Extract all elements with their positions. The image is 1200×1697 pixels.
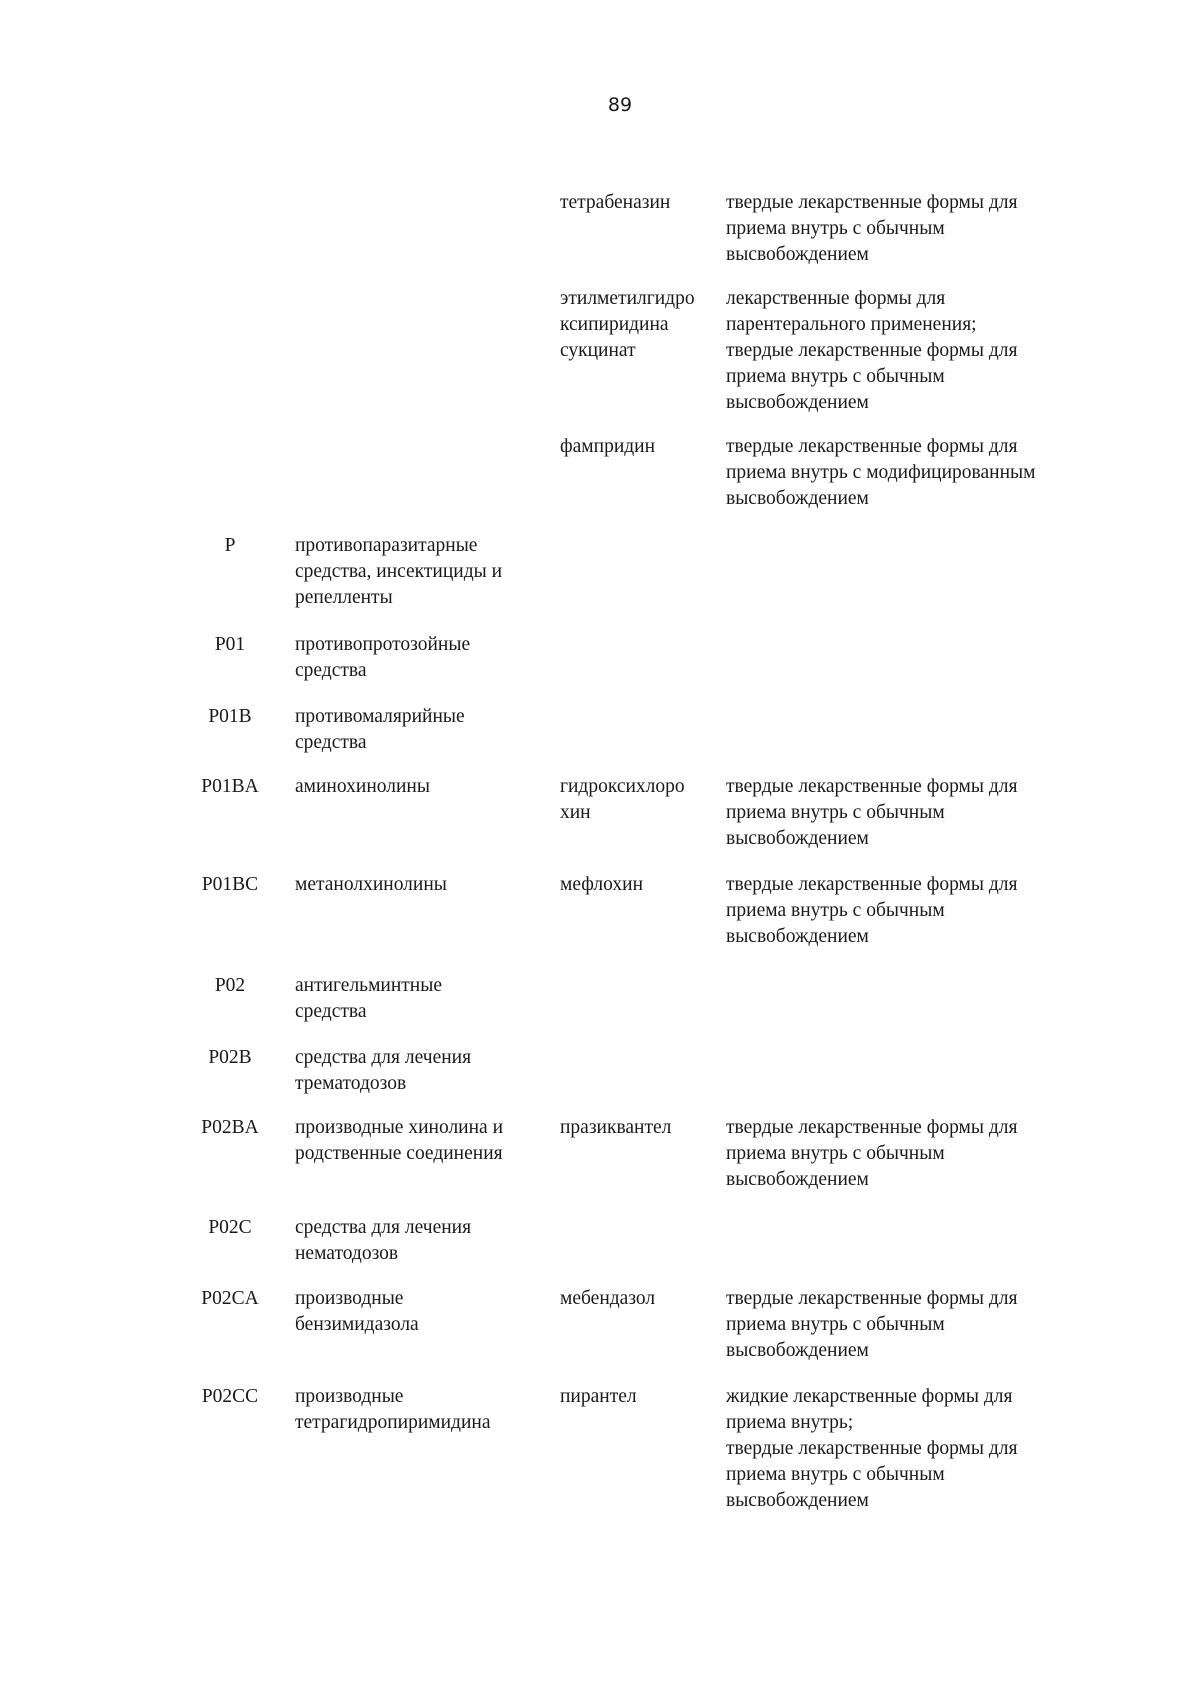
anatomical-group: противопротозойные средства — [295, 634, 471, 681]
drug-name: этилметилгидро ксипиридина сукцинат — [560, 288, 695, 361]
atc-code: P02CA — [201, 1288, 259, 1309]
anatomical-group: средства для лечения нематодозов — [295, 1217, 472, 1264]
dosage-form: твердые лекарственные формы для приема внутрь с обычным высвобождением — [726, 192, 1018, 265]
anatomical-group: антигельминтные средства — [295, 975, 442, 1022]
anatomical-group: противопаразитарные средства, инсектициды и репелленты — [295, 535, 503, 608]
dosage-form: твердые лекарственные формы для приема внутрь с обычным высвобождением — [726, 776, 1018, 849]
anatomical-group: производные тетрагидропиримидина — [295, 1386, 491, 1433]
atc-code: P02CC — [201, 1386, 259, 1407]
atc-code: P01 — [214, 634, 246, 655]
drug-name: мебендазол — [560, 1288, 656, 1309]
atc-code: P02B — [208, 1047, 252, 1068]
anatomical-group: производные хинолина и родственные соединения — [295, 1117, 504, 1164]
drug-name: празиквантел — [560, 1117, 672, 1138]
anatomical-group: средства для лечения трематодозов — [295, 1047, 472, 1094]
atc-code: P02C — [208, 1217, 252, 1238]
anatomical-group: аминохинолины — [295, 776, 430, 797]
dosage-form: лекарственные формы для парентерального применения; твердые лекарственные формы для приема внутрь с обычным высвобождением — [726, 288, 1018, 413]
anatomical-group: метанолхинолины — [295, 874, 447, 895]
atc-code: P02 — [214, 975, 246, 996]
dosage-form: твердые лекарственные формы для приема внутрь с обычным высвобождением — [726, 1117, 1018, 1190]
drug-name: гидроксихлоро хин — [560, 776, 685, 823]
atc-code: P01BA — [201, 776, 259, 797]
atc-code: P02BA — [201, 1117, 259, 1138]
anatomical-group: производные бензимидазола — [295, 1288, 419, 1335]
dosage-form: твердые лекарственные формы для приема внутрь с обычным высвобождением — [726, 874, 1018, 947]
atc-code: P01B — [208, 706, 252, 727]
dosage-form: твердые лекарственные формы для приема внутрь с модифицированным высвобождением — [726, 436, 1036, 509]
anatomical-group: противомалярийные средства — [295, 706, 465, 753]
page-number: 89 — [607, 94, 633, 116]
drug-name: фампридин — [560, 436, 656, 457]
dosage-form: твердые лекарственные формы для приема внутрь с обычным высвобождением — [726, 1288, 1018, 1361]
atc-code: P01BC — [201, 874, 259, 895]
drug-name: тетрабеназин — [560, 192, 671, 213]
drug-name: мефлохин — [560, 874, 643, 895]
atc-code: P — [224, 535, 236, 556]
dosage-form: жидкие лекарственные формы для приема внутрь; твердые лекарственные формы для приема внутрь с обычным высвобождением — [726, 1386, 1018, 1511]
drug-name: пирантел — [560, 1386, 637, 1407]
